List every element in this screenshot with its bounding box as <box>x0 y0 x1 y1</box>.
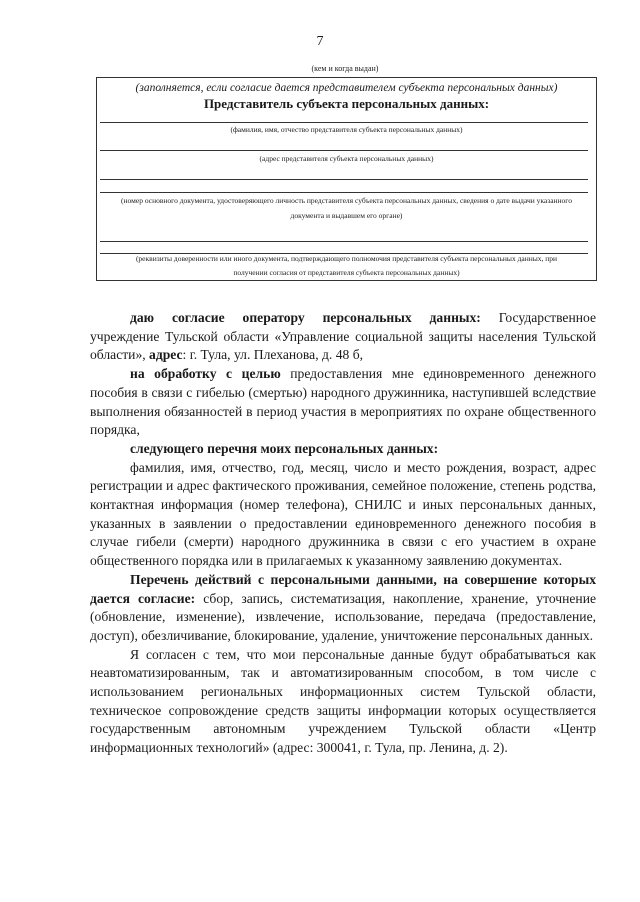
paragraph-operator <box>90 309 596 365</box>
purpose-label: на обработку с целью <box>130 366 281 382</box>
power-caption-1: (реквизиты доверенности или иного документа, подтверждающего полномочия представителя субъекта персональных данных, при <box>135 254 558 263</box>
actions-text: сбор, запись, систематизация, накопление, хранение, уточнение (обновление, изменение), извлечение, использование, передача (предоставление, доступ), обезличивание, блокирование, удаление, уничтожение персональных данных. <box>90 590 596 643</box>
paragraph-data-list: фамилия, имя, отчество, год, месяц, число и место рождения, возраст, адрес регистрации и адрес фактического проживания, семейное положение, степень родства, контактная информация (номер телефона), СНИЛС и иных персональных данных, указанных в заявлении о предоставлении единовременного денежного пособия в случае гибели (смерти) народного дружинника в связи с его участием в охране общественного порядка или в прилагаемых к указанному заявлению документах. <box>90 459 596 569</box>
data-list-label: следующего перечня моих персональных данных: <box>130 440 439 456</box>
address-caption: (адрес представителя субъекта персональных данных) <box>259 154 434 163</box>
operator-address: : г. Тула, ул. Плеханова, д. 48 б, <box>182 347 364 363</box>
issued-by-caption: (кем и когда выдан) <box>311 64 379 73</box>
purpose-text: предоставления мне единовременного денежного пособия в связи с гибелью (смертью) народного дружинника, наступившей вследствие выполнения обязанностей в период участия в мероприятиях по охране общественного порядка, <box>90 366 596 438</box>
paragraph-agreement: Я согласен с тем, что мои персональные данные будут обрабатываться как неавтоматизированным, так и автоматизированным способом, в том числе с использованием региональных информационных систем Тульской области, техническое сопровождение средств защиты информации которых осуществляется государственным автономным учреждением Тульской области «Центр информационных технологий» (адрес: 300041, г. Тула, пр. Ленина, д. 2). <box>90 646 596 756</box>
document-caption-1: (номер основного документа, удостоверяющего личность представителя субъекта персональных данных, сведения о дате выдачи указанного <box>121 196 572 205</box>
actions-label: Перечень действий с персональными данными, на совершение которых дается согласие: <box>90 571 596 606</box>
paragraph-data-list-heading <box>90 440 596 459</box>
address-label: адрес <box>149 347 183 363</box>
operator-name: Государственное учреждение Тульской области «Управление социальной защиты населения Тульской области», <box>90 310 596 363</box>
representative-block <box>96 77 597 281</box>
page-number: 7 <box>316 34 324 49</box>
document-caption-2: документа и выдавшем его органе) <box>290 211 403 220</box>
name-caption: (фамилия, имя, отчество представителя субъекта персональных данных) <box>230 125 463 134</box>
consent-text <box>90 309 596 758</box>
representative-note: (заполняется, если согласие дается представителем субъекта персональных данных) <box>135 82 558 94</box>
operator-label: даю согласие оператору персональных данных: <box>130 310 481 325</box>
power-caption-2: получении согласия от представителя субъекта персональных данных) <box>233 268 460 277</box>
paragraph-purpose <box>90 365 596 440</box>
document-line-2 <box>100 192 588 193</box>
address-line <box>100 150 588 151</box>
power-line-1 <box>100 241 588 242</box>
representative-title: Представитель субъекта персональных данных: <box>203 96 490 111</box>
document-line-1 <box>100 179 588 180</box>
paragraph-actions <box>90 571 596 646</box>
